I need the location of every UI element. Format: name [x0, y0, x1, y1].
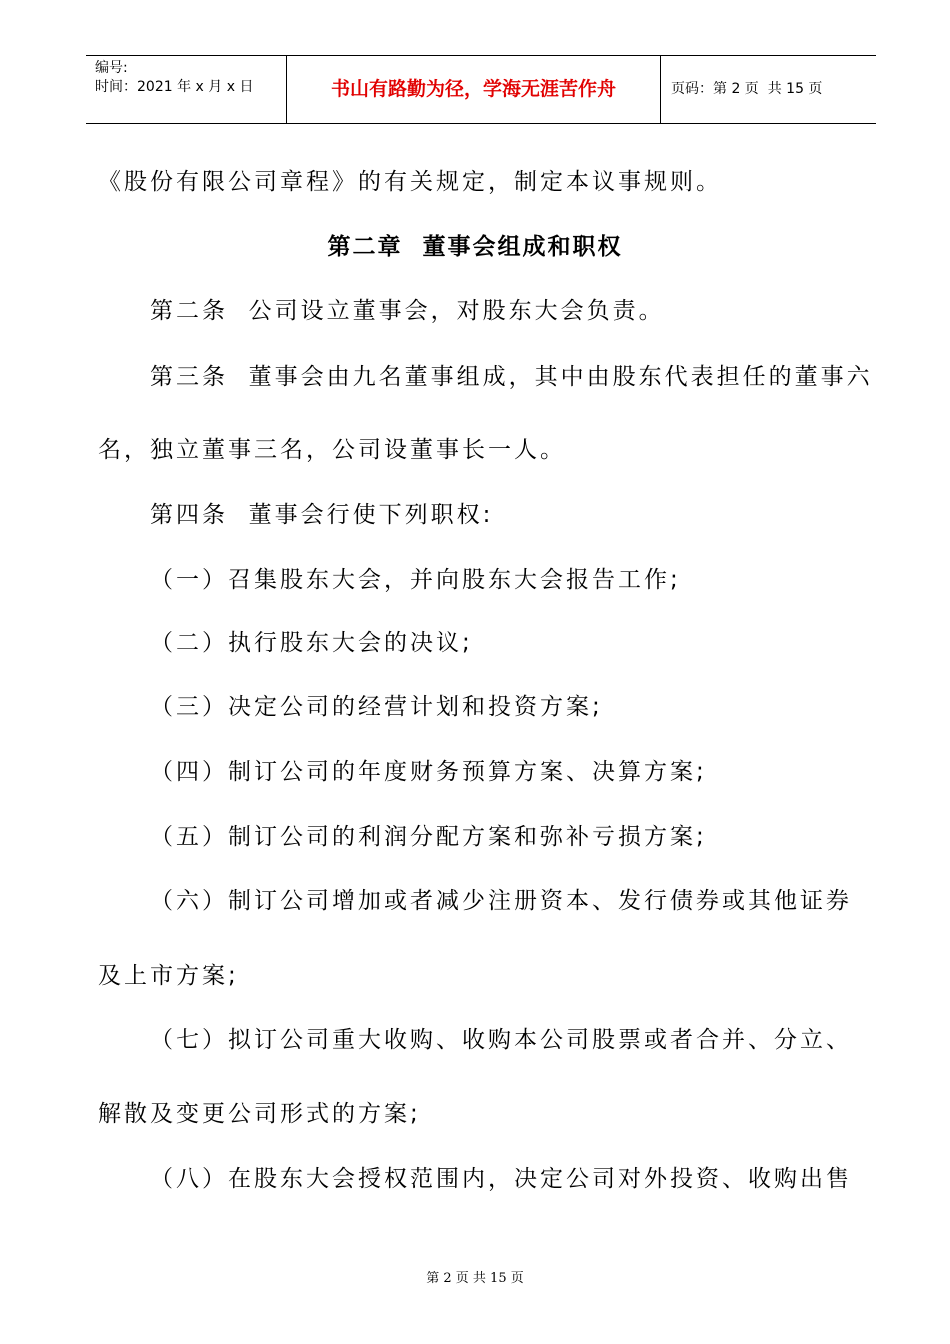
document-header: [86, 55, 876, 124]
list-item-5: （五）制订公司的利润分配方案和弥补亏损方案;: [150, 824, 707, 850]
list-item-1: （一）召集股东大会，并向股东大会报告工作;: [150, 567, 681, 593]
header-meta: [95, 59, 253, 97]
list-item-4: （四）制订公司的年度财务预算方案、决算方案;: [150, 759, 707, 785]
article-3-line-1: 第三条 董事会由九名董事组成，其中由股东代表担任的董事六: [150, 364, 873, 390]
article-4: 第四条 董事会行使下列职权:: [150, 502, 494, 528]
article-2: 第二条 公司设立董事会，对股东大会负责。: [150, 298, 665, 324]
list-item-7-line-2: 解散及变更公司形式的方案;: [98, 1101, 421, 1127]
list-item-2: （二）执行股东大会的决议;: [150, 630, 473, 656]
chapter-title: 第二章 董事会组成和职权: [327, 234, 623, 260]
intro-line: 《股份有限公司章程》的有关规定，制定本议事规则。: [98, 169, 722, 195]
list-item-8-line-1: （八）在股东大会授权范围内，决定公司对外投资、收购出售: [150, 1166, 852, 1192]
time-label: 时间：2021 年 x 月 x 日: [95, 79, 254, 95]
header-divider: [660, 56, 661, 123]
header-motto: 书山有路勤为径，学海无涯苦作舟: [330, 78, 616, 100]
article-3-line-2: 名，独立董事三名，公司设董事长一人。: [98, 437, 566, 463]
page-footer: 第 2 页 共 15 页: [426, 1271, 524, 1286]
number-label: 编号:: [95, 60, 128, 76]
list-item-3: （三）决定公司的经营计划和投资方案;: [150, 694, 603, 720]
list-item-7-line-1: （七）拟订公司重大收购、收购本公司股票或者合并、分立、: [150, 1027, 852, 1053]
header-page-info: 页码：第 2 页 共 15 页: [671, 81, 823, 97]
list-item-6-line-2: 及上市方案;: [98, 963, 239, 989]
list-item-6-line-1: （六）制订公司增加或者减少注册资本、发行债券或其他证券: [150, 888, 852, 914]
